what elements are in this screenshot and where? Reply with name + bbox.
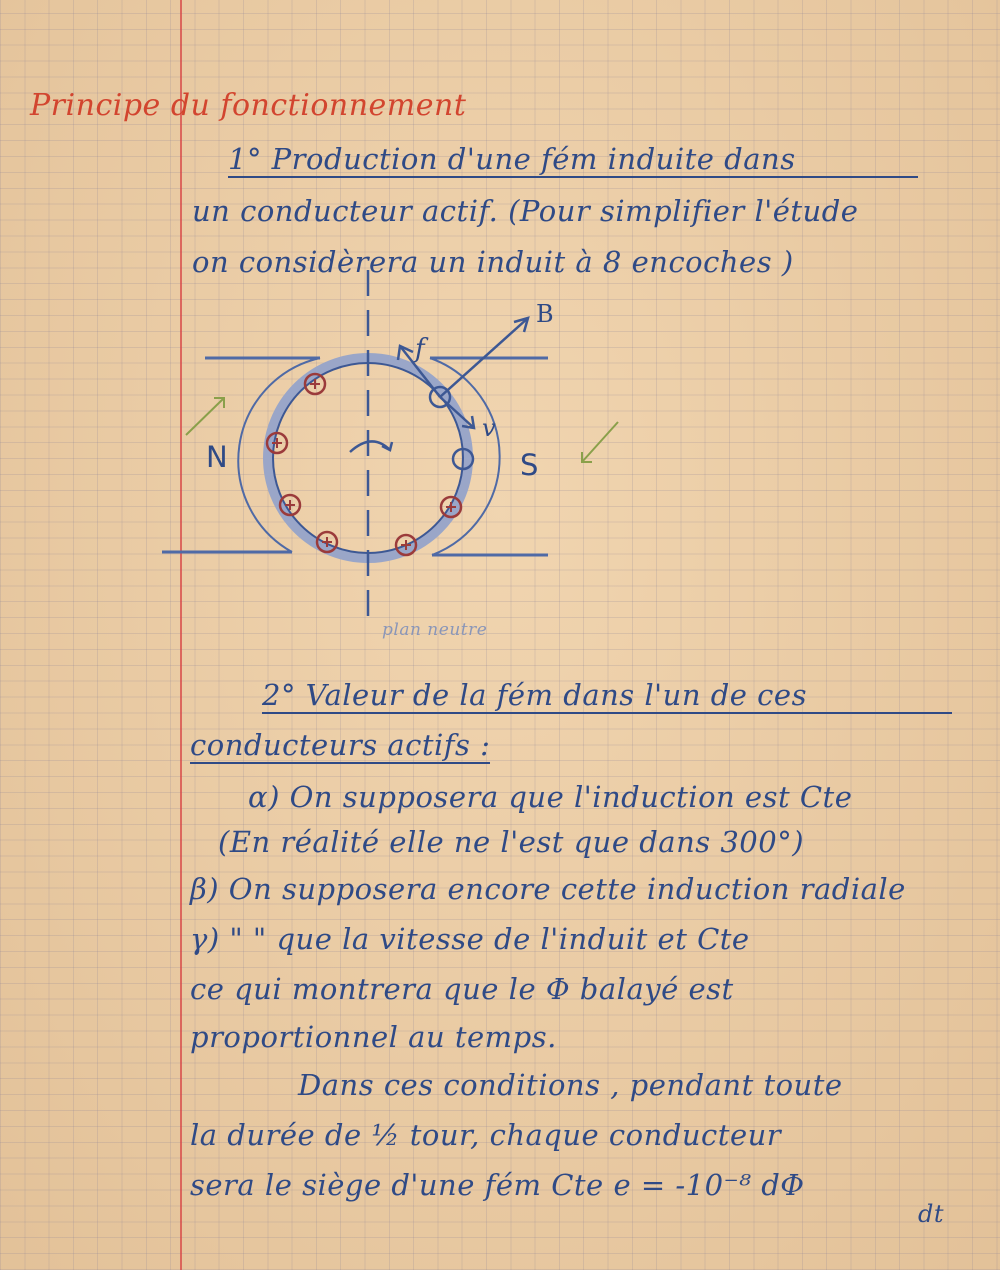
paragraph-line-1: Dans ces conditions , pendant toute [298,1068,843,1102]
text-line-6: proportionnel au temps. [190,1020,557,1054]
page-heading: Principe du fonctionnement [30,88,467,123]
section2-title: 2° Valeur de la fém dans l'un de ces [262,678,952,714]
pole-label-n: N [206,440,229,474]
formula-denominator: dt [918,1200,945,1228]
vector-label-b: B [536,300,555,328]
section1-line2: un conducteur actif. (Pour simplifier l'étude [192,194,859,228]
hypothesis-alpha: α) On supposera que l'induction est Cte [248,780,853,814]
section1-line3: on considèrera un induit à 8 encoches ) [192,245,794,279]
section1-title: 1° Production d'une fém induite dans [228,142,918,178]
neutral-plane-label: plan neutre [382,620,488,640]
paragraph-line-3: sera le siège d'une fém Cte e = -10⁻⁸ dΦ [190,1168,805,1202]
hypothesis-beta: β) On supposera encore cette induction radiale [190,872,906,906]
hypothesis-alpha-note: (En réalité elle ne l'est que dans 300°) [218,825,805,859]
paragraph-line-2: la durée de ½ tour, chaque conducteur [190,1118,782,1152]
section2-title-continued: conducteurs actifs : [190,728,491,762]
vector-label-f: f [415,334,426,364]
pole-label-s: S [520,448,539,482]
text-line-5: ce qui montrera que le Φ balayé est [190,972,734,1006]
hypothesis-gamma: γ) " " que la vitesse de l'induit et Cte [190,922,750,956]
vector-label-v: v [482,414,497,442]
